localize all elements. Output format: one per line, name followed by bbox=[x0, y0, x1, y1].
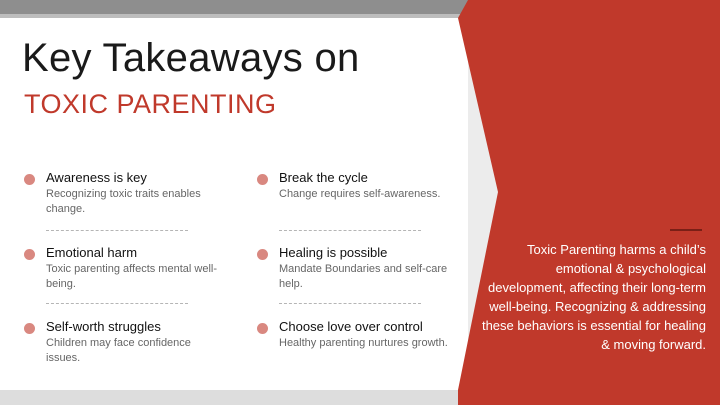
accent-line bbox=[670, 229, 702, 231]
takeaway-description: Children may face confidence issues. bbox=[46, 337, 191, 364]
page-subtitle: TOXIC PARENTING bbox=[24, 89, 277, 119]
takeaway-title: Break the cycle bbox=[279, 170, 368, 185]
takeaway-title: Self-worth struggles bbox=[46, 319, 161, 334]
bullet-dot-icon bbox=[24, 174, 35, 185]
bullet-dot-icon bbox=[257, 174, 268, 185]
page-title: Key Takeaways on bbox=[22, 36, 360, 80]
divider bbox=[279, 303, 421, 304]
bullet-dot-icon bbox=[257, 323, 268, 334]
takeaway-description: Recognizing toxic traits enables change. bbox=[46, 188, 201, 215]
takeaway-title: Emotional harm bbox=[46, 245, 138, 260]
divider bbox=[46, 303, 188, 304]
takeaway-title: Choose love over control bbox=[279, 319, 423, 334]
divider bbox=[279, 230, 421, 231]
bullet-dot-icon bbox=[24, 323, 35, 334]
takeaway-title: Awareness is key bbox=[46, 170, 147, 185]
takeaway-title: Healing is possible bbox=[279, 245, 388, 260]
takeaway-description: Mandate Boundaries and self-care help. bbox=[279, 263, 448, 290]
divider bbox=[46, 230, 188, 231]
takeaway-description: Change requires self-awareness. bbox=[279, 188, 441, 200]
takeaway-description: Healthy parenting nurtures growth. bbox=[279, 337, 448, 349]
takeaway-description: Toxic parenting affects mental well-being. bbox=[46, 263, 217, 290]
bullet-dot-icon bbox=[257, 249, 268, 260]
summary-text: Toxic Parenting harms a child’s emotional & psychological development, affecting their long-term well-being. Recognizing & addressing these behaviors is essential for healing & moving forward. bbox=[481, 242, 706, 352]
bullet-dot-icon bbox=[24, 249, 35, 260]
